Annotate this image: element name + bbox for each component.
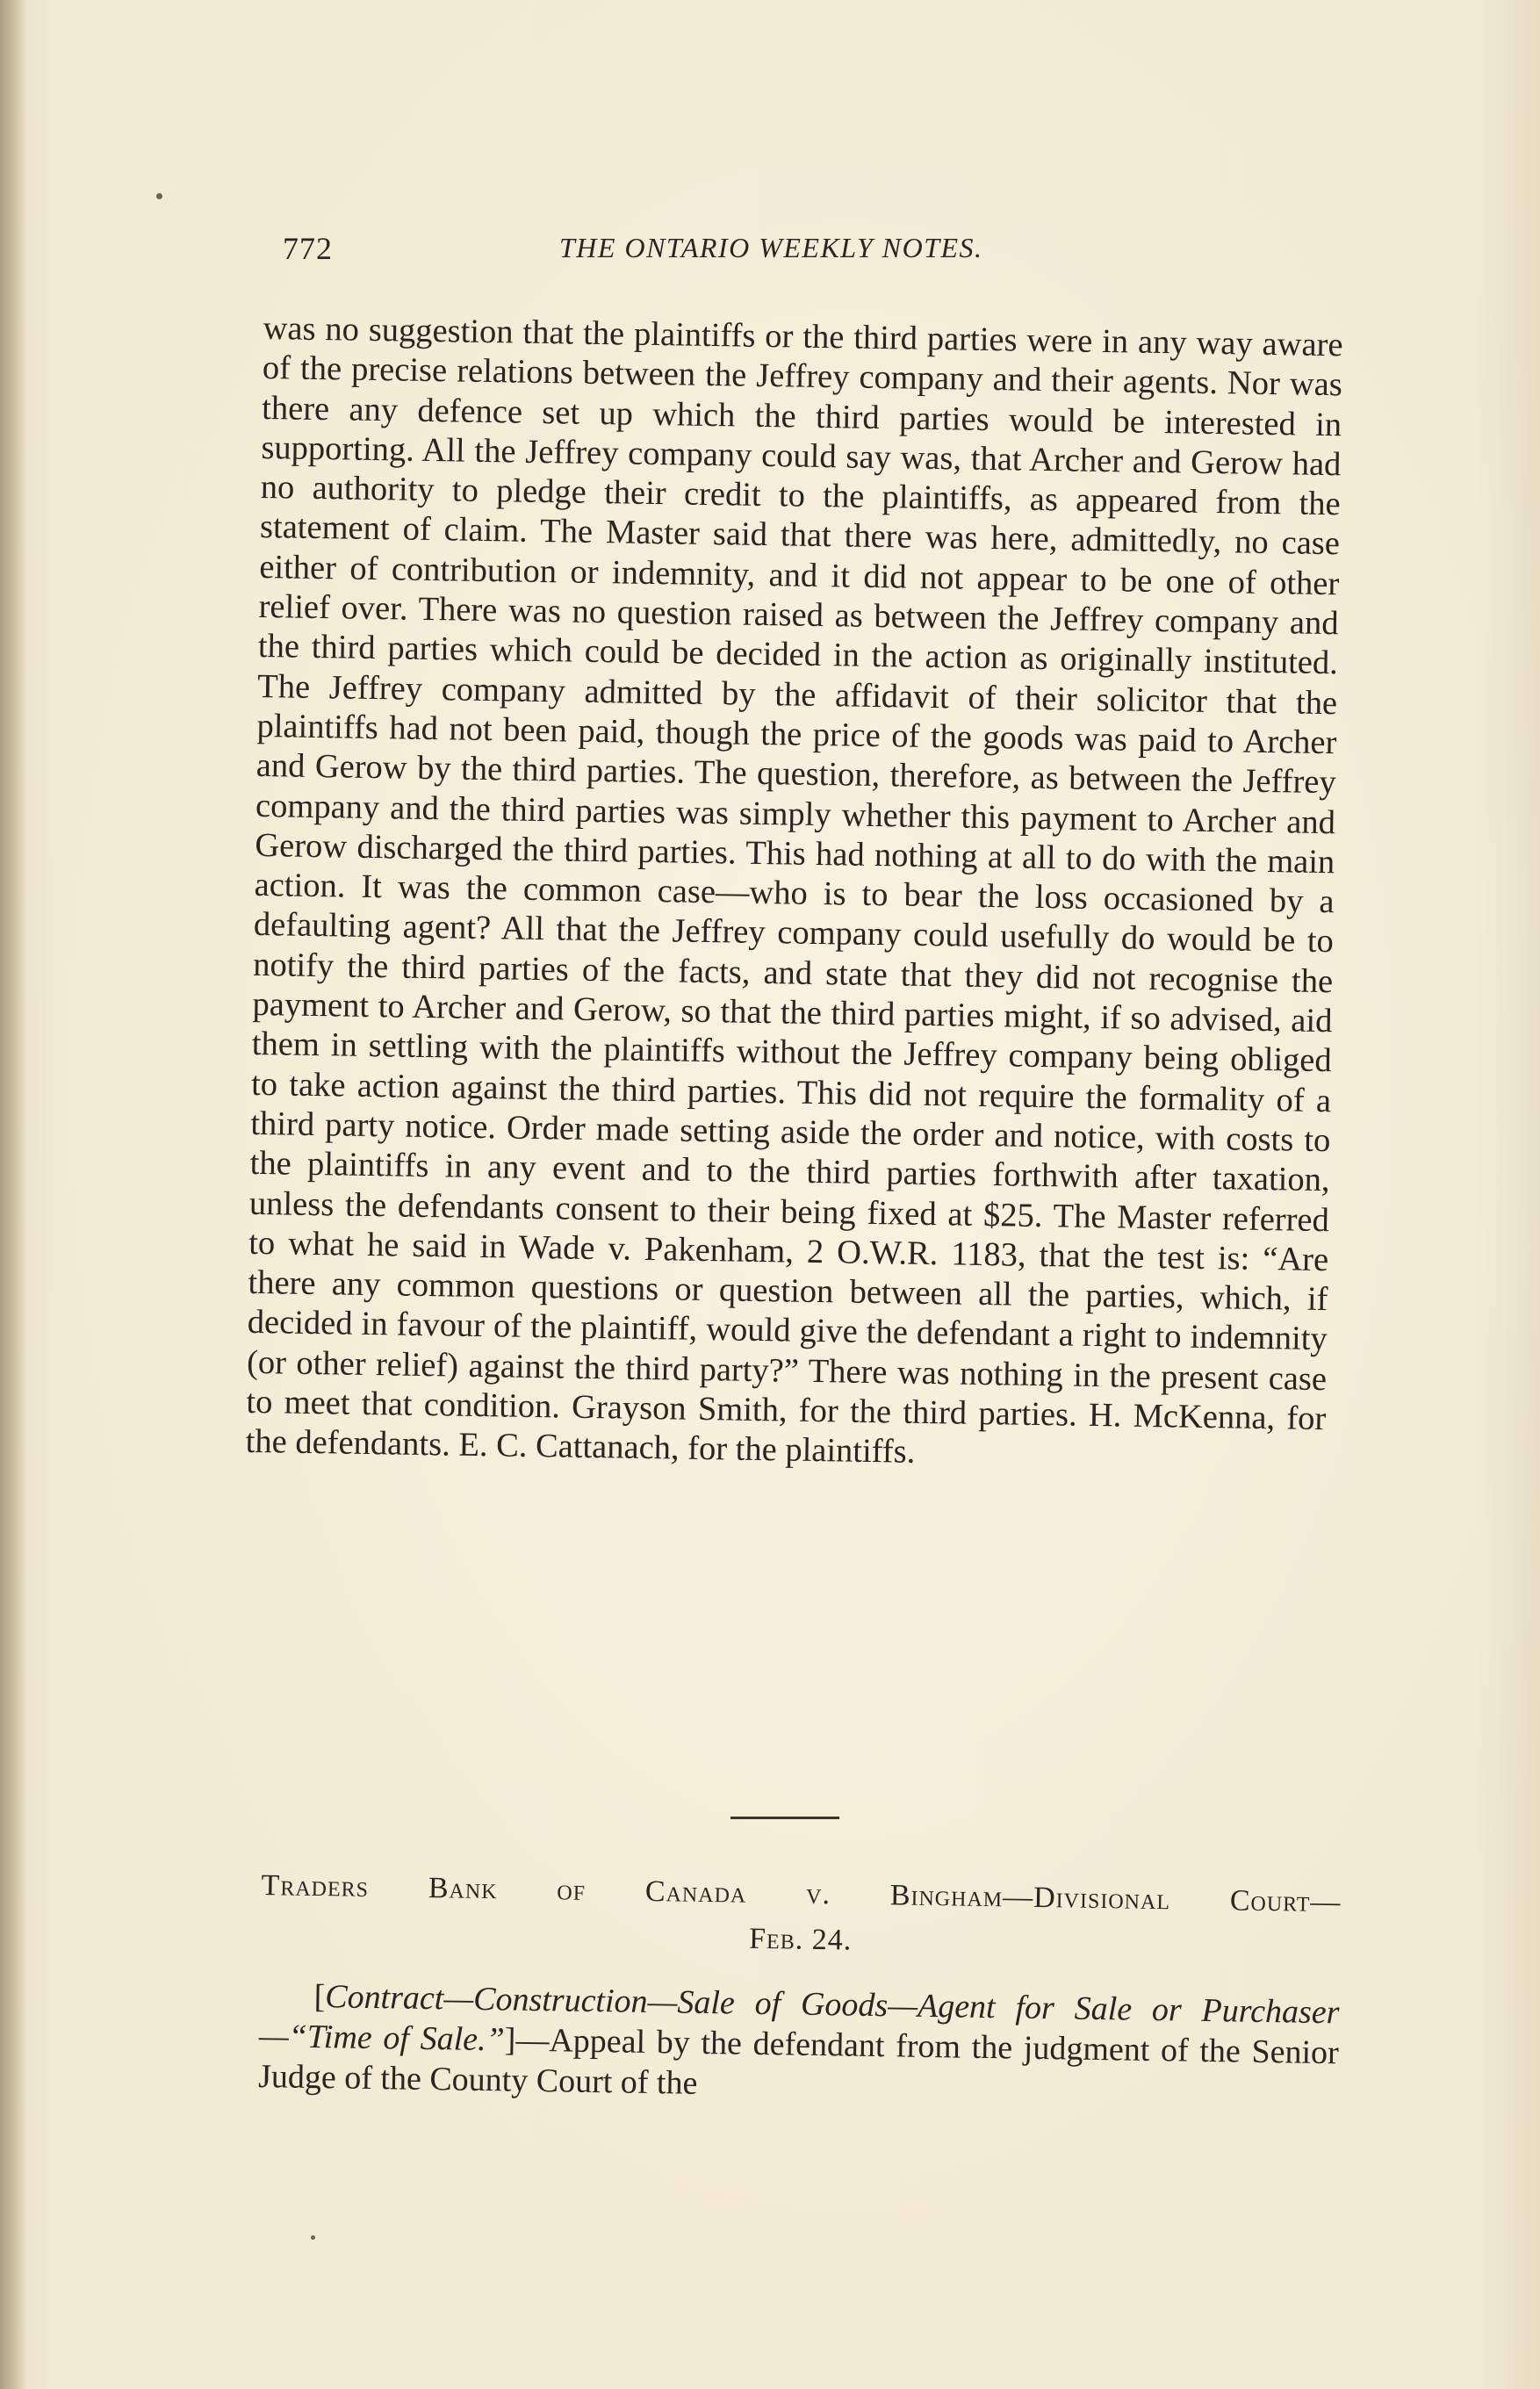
- catchwords: Contract—Construction—Sale of Goods—Agent for Sale or Purchaser—“Time of Sale.”: [258, 1978, 1340, 2059]
- section-divider: [730, 1817, 839, 1819]
- case-title: Traders Bank of Canada v. Bingham—Divisional Court—: [261, 1868, 1342, 1919]
- running-head: THE ONTARIO WEEKLY NOTES.: [559, 232, 983, 263]
- page-number: 772: [283, 231, 333, 266]
- ink-speck: [311, 2235, 315, 2240]
- case-headnote: [Contract—Construction—Sale of Goods—Agent for Sale or Purchaser—“Time of Sale.”]—Appeal by the defendant from the judgment of the Senior Judge of the County Court of the: [257, 1977, 1340, 2102]
- body-paragraph: was no suggestion that the plaintiffs or the third parties were in any way aware of the precise relations between the Jeffrey company and their agents. Nor was there any defence set up which the third parties would be interested in supporting. All the Jeffrey company could say was, that Archer and Gerow had no authority to pledge their credit to the plaintiffs, as appeared from the statement of claim. The Master said that there was here, admittedly, no case either of contribution or indemnity, and it did not appear to be one of other relief over. There was no question raised as between the Jeffrey company and the third parties which could be decided in the action as originally instituted. The Jeffrey company admitted by the affidavit of their solicitor that the plaintiffs had not been paid, though the price of the goods was paid to Archer and Gerow by the third parties. The question, therefore, as between the Jeffrey company and the third parties was simply whether this payment to Archer and Gerow discharged the third parties. This had nothing at all to do with the main action. It was the common case—who is to bear the loss occasioned by a defaulting agent? All that the Jeffrey company could usefully do would be to notify the third parties of the facts, and state that they did not recognise the payment to Archer and Gerow, so that the third parties might, if so advised, aid them in settling with the plaintiffs without the Jeffrey company being obliged to take action against the third parties. This did not require the formality of a third party notice. Order made setting aside the order and notice, with costs to the plaintiffs in any event and to the third parties forthwith after taxation, unless the defendants consent to their being fixed at $25. The Master referred to what he said in Wade v. Pakenham, 2 O.W.R. 1183, that the test is: “Are there any common questions or question between all the parties, which, if decided in favour of the plaintiff, would give the defendant a right to indemnity (or other relief) against the third party?” There was nothing in the present case to meet that condition. Grayson Smith, for the third parties. H. McKenna, for the defendants. E. C. Cattanach, for the plaintiffs.: [245, 309, 1343, 1472]
- case-heading: [260, 1863, 1341, 1971]
- page-header: [283, 230, 1345, 274]
- case-date: Feb. 24.: [748, 1922, 853, 1957]
- binding-gutter: [0, 0, 26, 2389]
- headnote-text: ]—Appeal by the defendant from the judgment of the Senior Judge of the County Court of the: [257, 2021, 1340, 2102]
- ink-speck: [156, 193, 162, 199]
